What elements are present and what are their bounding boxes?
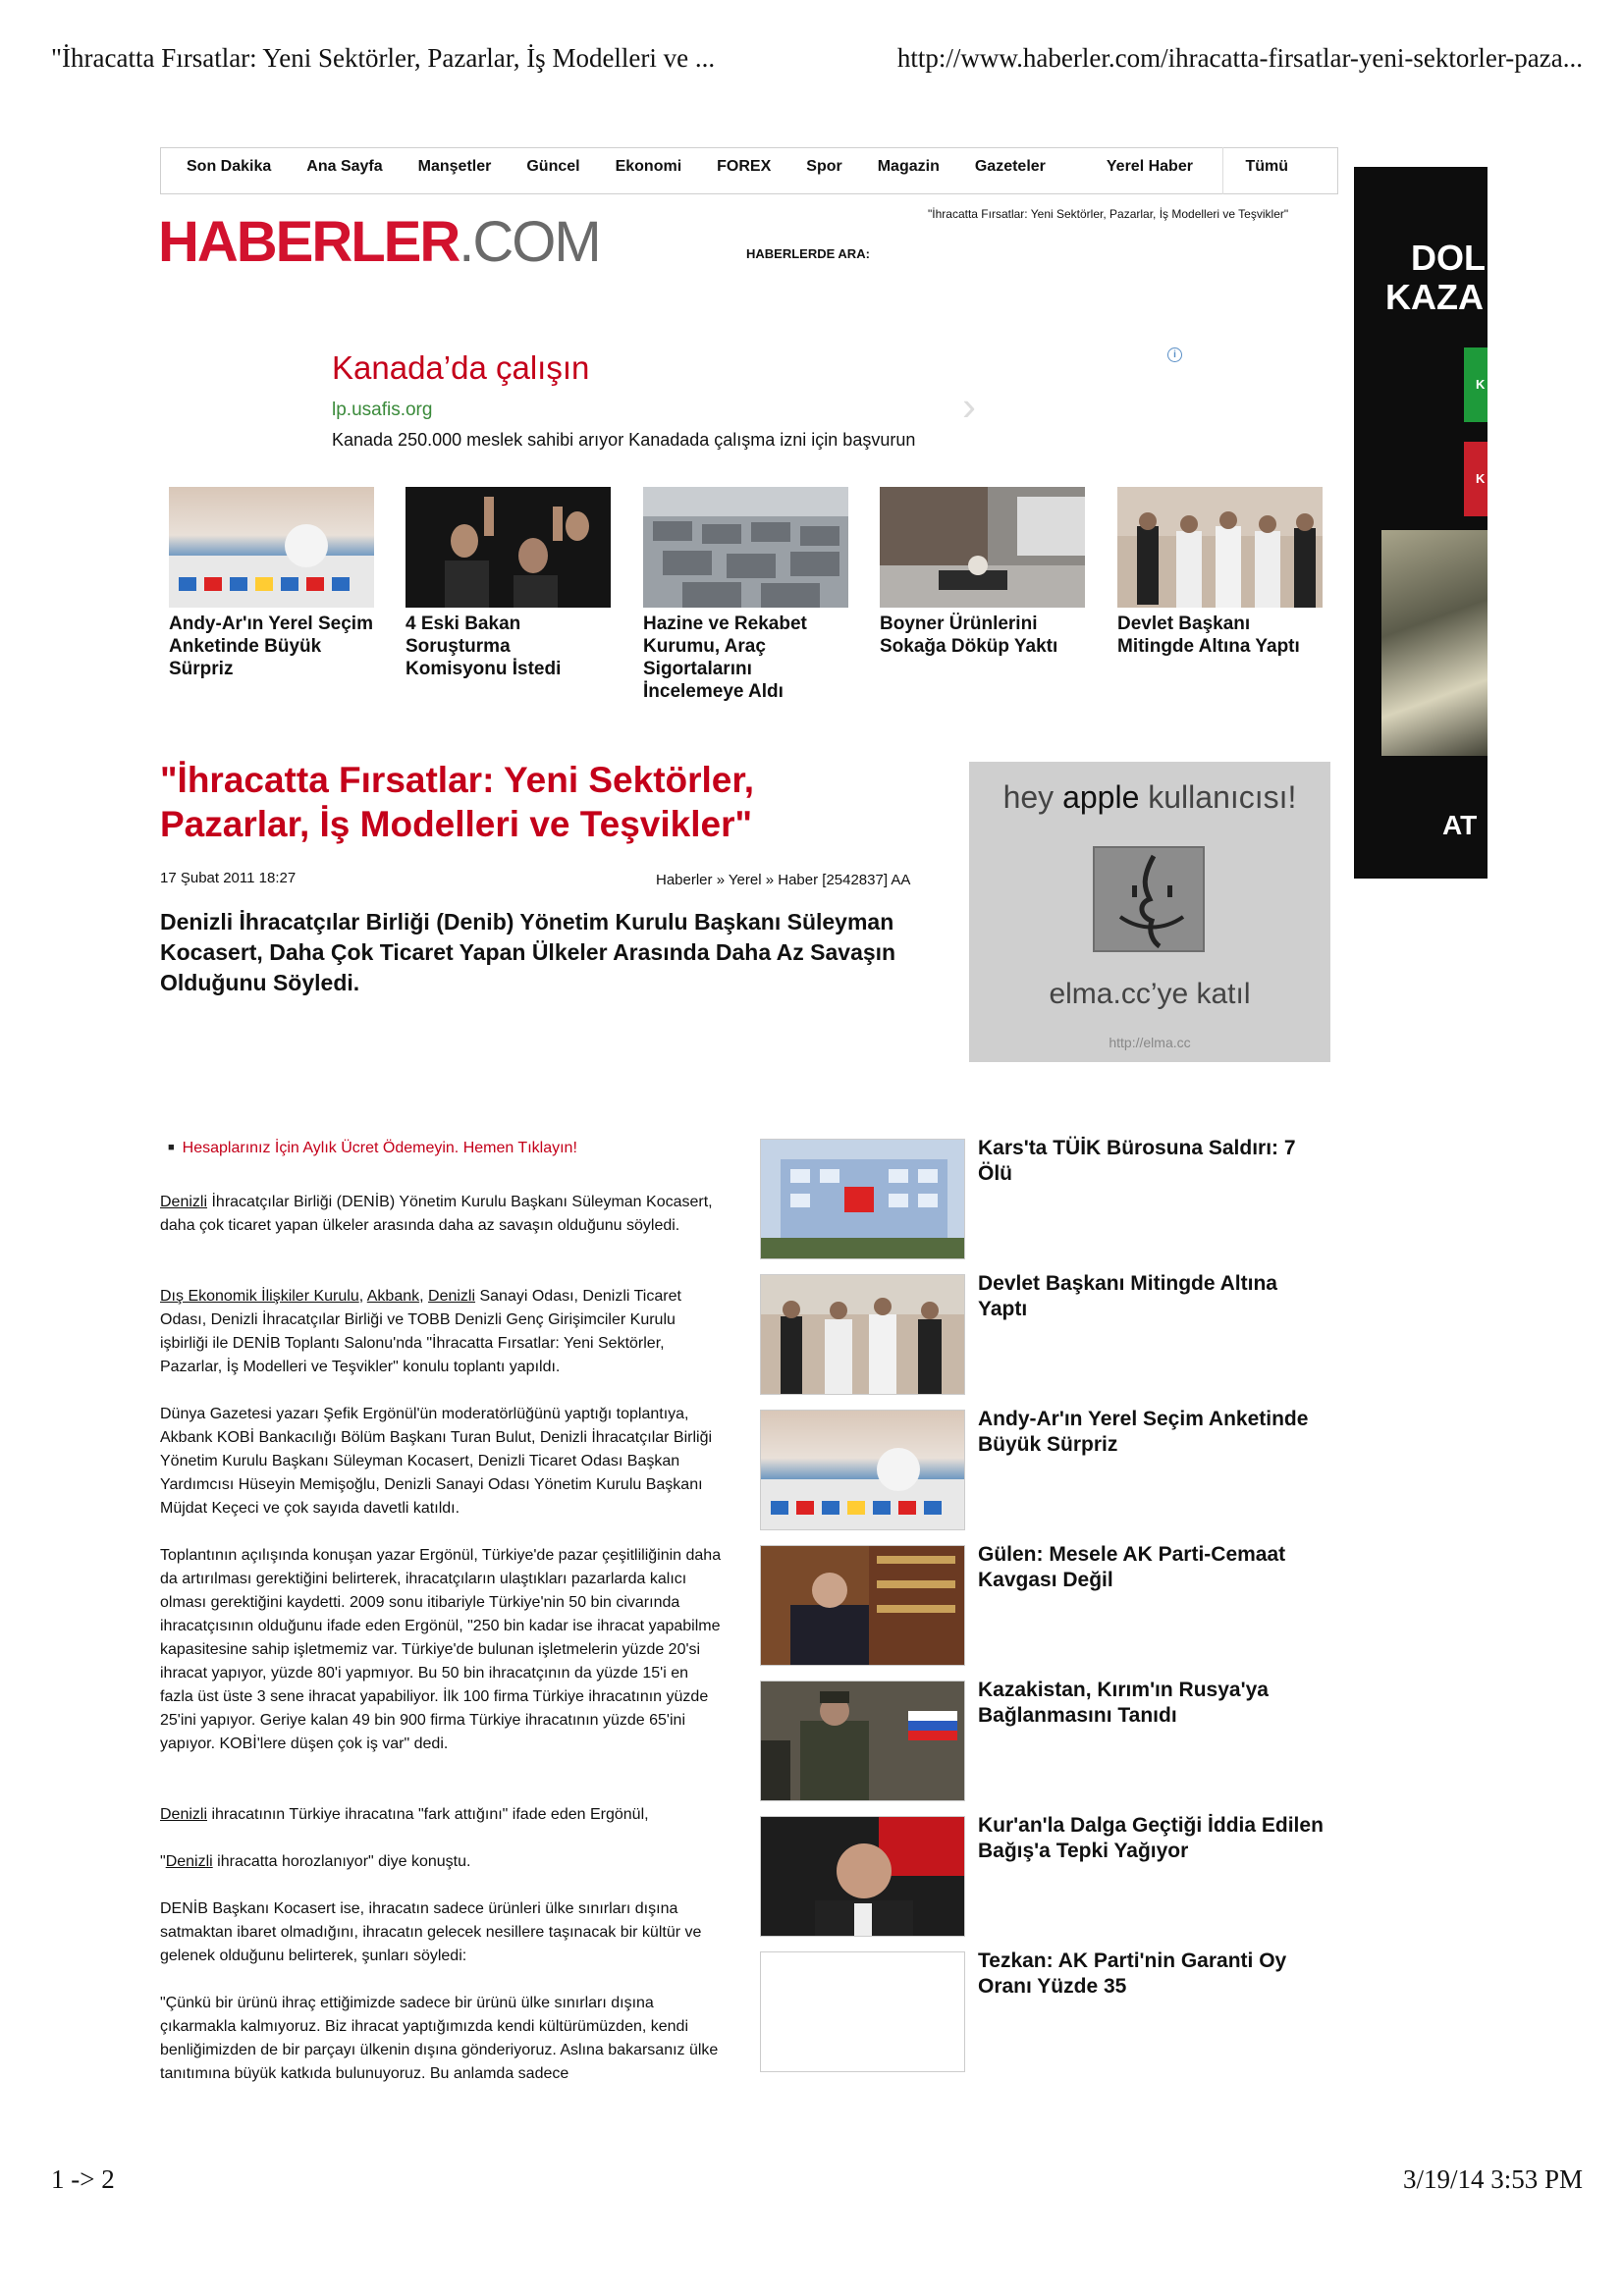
article-paragraph-3: Dünya Gazetesi yazarı Şefik Ergönül'ün moderatörlüğünü yaptığı toplantıya, Akbank KOBİ Bankacılığı Bölüm Başkanı Turan Bulut, Denizli İhracatçılar Birliği Yönetim Kurulu Başkanı Süleyman Kocasert, Denizli Ticaret Odası Başkan Yardımcısı Hüseyin Memişoğlu, Denizli Sanayi Odası Yönetim Kurulu Başkanı Müjdat Keçeci ve çok sayıda davetli katıldı. bbox=[160, 1406, 713, 1517]
skyscraper-text-2: KAZA bbox=[1385, 277, 1484, 317]
page-breadcrumb: "İhracatta Fırsatlar: Yeni Sektörler, Pazarlar, İş Modelleri ve Teşvikler" bbox=[928, 207, 1289, 221]
article-category-breadcrumb[interactable]: Haberler » Yerel » Haber [2542837] AA bbox=[656, 872, 911, 888]
nav-yerel-haber[interactable]: Yerel Haber bbox=[1089, 147, 1223, 194]
skyscraper-green-button: K bbox=[1464, 347, 1488, 422]
side-news-caption-7[interactable]: Tezkan: AK Parti'nin Garanti Oy Oranı Yüzde 35 bbox=[978, 1949, 1287, 1998]
side-news-caption-4[interactable]: Gülen: Mesele AK Parti-Cemaat Kavgası Değil bbox=[978, 1543, 1286, 1591]
logo-text-suffix: .COM bbox=[459, 210, 600, 274]
elma-ad-top-text: hey apple kullanıcısı! bbox=[1002, 779, 1297, 815]
nav-mansetler[interactable]: Manşetler bbox=[417, 158, 492, 175]
nav-spor[interactable]: Spor bbox=[806, 158, 842, 175]
skyscraper-ad[interactable] bbox=[1354, 167, 1488, 879]
side-news-image-5[interactable] bbox=[760, 1681, 965, 1801]
portrait-photo bbox=[761, 1546, 965, 1666]
thumb-caption-5[interactable]: Devlet Başkanı Mitingde Altına Yaptı bbox=[1117, 614, 1300, 657]
nav-son-dakika[interactable]: Son Dakika bbox=[187, 158, 272, 175]
nav-forex[interactable]: FOREX bbox=[717, 158, 772, 175]
tag-link-dis-ekonomik[interactable]: Dış Ekonomik İlişkiler Kurulu bbox=[160, 1288, 359, 1305]
nav-magazin[interactable]: Magazin bbox=[877, 158, 940, 175]
ballot-illustration bbox=[169, 487, 374, 608]
side-news-image-2[interactable] bbox=[760, 1274, 965, 1395]
print-page-number: 1 -> 2 bbox=[51, 2164, 115, 2194]
traffic-photo bbox=[643, 487, 848, 608]
main-nav bbox=[160, 147, 1338, 194]
nav-ekonomi[interactable]: Ekonomi bbox=[615, 158, 682, 175]
ad-url[interactable]: lp.usafis.org bbox=[332, 400, 433, 420]
rally-photo bbox=[1117, 487, 1323, 608]
thumb-image-1[interactable] bbox=[169, 487, 374, 608]
promo-link[interactable]: ■ Hesaplarınız İçin Aylık Ücret Ödemeyin. Hemen Tıklayın! bbox=[168, 1140, 577, 1157]
article-paragraph-6: "Denizli ihracatta horozlanıyor" diye konuştu. bbox=[160, 1853, 471, 1870]
search-label: HABERLERDE ARA: bbox=[746, 246, 870, 261]
tag-link-denizli-3[interactable]: Denizli bbox=[160, 1806, 208, 1823]
print-title: "İhracatta Fırsatlar: Yeni Sektörler, Pazarlar, İş Modelleri ve ... bbox=[51, 43, 716, 73]
nav-guncel[interactable]: Güncel bbox=[526, 158, 580, 175]
skyscraper-text-1: DOL bbox=[1411, 238, 1486, 278]
side-news-image-6[interactable] bbox=[760, 1816, 965, 1937]
ad-info-icon[interactable]: i bbox=[1167, 347, 1182, 362]
print-datetime: 3/19/14 3:53 PM bbox=[1402, 2164, 1583, 2194]
side-news-image-7[interactable] bbox=[760, 1951, 965, 2072]
tag-link-denizli[interactable]: Denizli bbox=[160, 1194, 208, 1210]
street-fire-photo bbox=[880, 487, 1085, 608]
thumb-caption-1[interactable]: Andy-Ar'ın Yerel Seçim Anketinde Büyük Sürpriz bbox=[169, 614, 373, 679]
skyscraper-text-bottom: AT bbox=[1442, 810, 1478, 840]
elma-ad-url: http://elma.cc bbox=[1109, 1035, 1191, 1050]
tag-link-denizli-2[interactable]: Denizli bbox=[428, 1288, 476, 1305]
logo-text-main: HABERLER bbox=[158, 210, 460, 274]
side-news-caption-5[interactable]: Kazakistan, Kırım'ın Rusya'ya Bağlanmasını Tanıdı bbox=[978, 1679, 1269, 1727]
side-news-caption-1[interactable]: Kars'ta TÜİK Bürosuna Saldırı: 7 Ölü bbox=[978, 1137, 1296, 1185]
side-news-image-1[interactable] bbox=[760, 1139, 965, 1259]
thumb-caption-3[interactable]: Hazine ve Rekabet Kurumu, Araç Sigortalarını İncelemeye Aldı bbox=[643, 614, 807, 702]
nav-gazeteler[interactable]: Gazeteler bbox=[974, 158, 1046, 175]
tag-link-akbank[interactable]: Akbank bbox=[366, 1288, 420, 1305]
skyscraper-red-button: K bbox=[1464, 442, 1488, 516]
building-photo bbox=[761, 1140, 965, 1259]
thumb-image-4[interactable] bbox=[880, 487, 1085, 608]
ad-title-link[interactable]: Kanada’da çalışın bbox=[332, 349, 590, 386]
site-logo[interactable] bbox=[158, 209, 600, 275]
rally-photo bbox=[761, 1275, 965, 1395]
ad-description: Kanada 250.000 meslek sahibi arıyor Kanadada çalışma izni için başvurun bbox=[332, 430, 916, 450]
ad-chevron-right-icon[interactable]: › bbox=[962, 383, 976, 429]
banknotes-image bbox=[1381, 530, 1488, 756]
minister-photo bbox=[761, 1817, 965, 1937]
thumb-image-3[interactable] bbox=[643, 487, 848, 608]
article-summary: Denizli İhracatçılar Birliği (Denib) Yönetim Kurulu Başkanı Süleyman Kocasert, Daha Çok Ticaret Yapan Ülkeler Arasında Daha Az Savaşın Olduğunu Söyledi. bbox=[160, 909, 896, 995]
elma-ad-banner[interactable] bbox=[969, 762, 1330, 1062]
side-news-image-4[interactable] bbox=[760, 1545, 965, 1666]
thumb-caption-4[interactable]: Boyner Ürünlerini Sokağa Döküp Yaktı bbox=[880, 614, 1058, 657]
article-paragraph-8: "Çünkü bir ürünü ihraç ettiğimizde sadece bir ürünü ülke sınırları dışına çıkarmakla kalmıyoruz. Biz ihracat yaptığımızda kendi kültürümüzden, kendi benliğimizden de bir parçayı ülkenin dışına gönderiyoruz. Aslına bakarsanız ülke tanıtımına büyük katkıda bulunuyoruz. Bu anlamda sadece bbox=[160, 1995, 719, 2082]
elma-ad-bottom-text: elma.cc’ye katıl bbox=[1049, 978, 1251, 1010]
thumb-image-5[interactable] bbox=[1117, 487, 1323, 608]
article-date: 17 Şubat 2011 18:27 bbox=[160, 870, 297, 886]
article-paragraph-7: DENİB Başkanı Kocasert ise, ihracatın sadece ürünleri ülke sınırları dışına satmaktan ibaret olmadığını, ihracatın gelecek nesillere taşınacak bir kültür ve gelenek olduğunu belirterek, şunları söyledi: bbox=[160, 1900, 702, 1964]
ballot-illustration bbox=[761, 1411, 965, 1530]
side-news-caption-6[interactable]: Kur'an'la Dalga Geçtiği İddia Edilen Bağış'a Tepki Yağıyor bbox=[978, 1814, 1324, 1862]
politicians-photo bbox=[406, 487, 611, 608]
article-headline: "İhracatta Fırsatlar: Yeni Sektörler, Pazarlar, İş Modelleri ve Teşvikler" bbox=[160, 760, 755, 844]
print-url: http://www.haberler.com/ihracatta-firsatlar-yeni-sektorler-paza... bbox=[896, 43, 1583, 73]
side-news-caption-3[interactable]: Andy-Ar'ın Yerel Seçim Anketinde Büyük Sürpriz bbox=[978, 1408, 1309, 1456]
article-paragraph-5: Denizli ihracatının Türkiye ihracatına "fark attığını" ifade eden Ergönül, bbox=[160, 1806, 649, 1823]
thumb-caption-2[interactable]: 4 Eski Bakan Soruşturma Komisyonu İstedi bbox=[406, 614, 562, 679]
article-paragraph-2: Dış Ekonomik İlişkiler Kurulu, Akbank, Denizli Sanayi Odası, Denizli Ticaret Odası, Denizli İhracatçılar Birliği ve TOBB Denizli Genç Girişimciler Kurulu işbirliği ile DENİB Toplantı Salonu'nda "İhracatta Fırsatlar: Yeni Sektörler, Pazarlar, İş Modelleri ve Teşvikler" konulu toplantı yapıldı. bbox=[160, 1288, 681, 1375]
side-news-image-3[interactable] bbox=[760, 1410, 965, 1530]
article-paragraph-1: Denizli İhracatçılar Birliği (DENİB) Yönetim Kurulu Başkanı Süleyman Kocasert, daha çok ticaret yapan ülkeler arasında daha az savaşın olduğunu söyledi. bbox=[160, 1194, 713, 1234]
article-paragraph-4: Toplantının açılışında konuşan yazar Ergönül, Türkiye'de pazar çeşitliliğinin daha da artırılması gerektiğini belirterek, ihracatçıların ulaştıkları pazarlarda kalıcı olması gerektiğini kaydetti. 2009 sonu itibariyle Türkiye'nin 50 bin civarında ihracatçısının olduğunu ifade eden Ergönül, "250 bin kadar ise ihracat yapabilme kapasitesine sahip işletmemiz var. Türkiye'de bulunan işletmelerin yüzde 20'si ihracat yapıyor, yüzde 80'i yapmıyor. Bu 50 bin ihracatçının da yüzde 15'i en fazla üst üste 3 sene ihracat yapabiliyor. İlk 100 firma Türkiye ihracatının yüzde 25'ini yapıyor. Geriye kalan 49 bin 900 firma Türkiye ihracatının yüzde 65'ini yapıyor. KOBİ'lere düşen çok iş var" dedi. bbox=[160, 1547, 722, 1752]
soldiers-photo bbox=[761, 1682, 965, 1801]
tag-link-denizli-4[interactable]: Denizli bbox=[165, 1853, 213, 1870]
nav-ana-sayfa[interactable]: Ana Sayfa bbox=[306, 158, 383, 175]
thumb-image-2[interactable] bbox=[406, 487, 611, 608]
side-news-caption-2[interactable]: Devlet Başkanı Mitingde Altına Yaptı bbox=[978, 1272, 1277, 1320]
finder-face-icon bbox=[1093, 846, 1205, 952]
nav-tumu[interactable]: Tümü bbox=[1245, 158, 1288, 175]
